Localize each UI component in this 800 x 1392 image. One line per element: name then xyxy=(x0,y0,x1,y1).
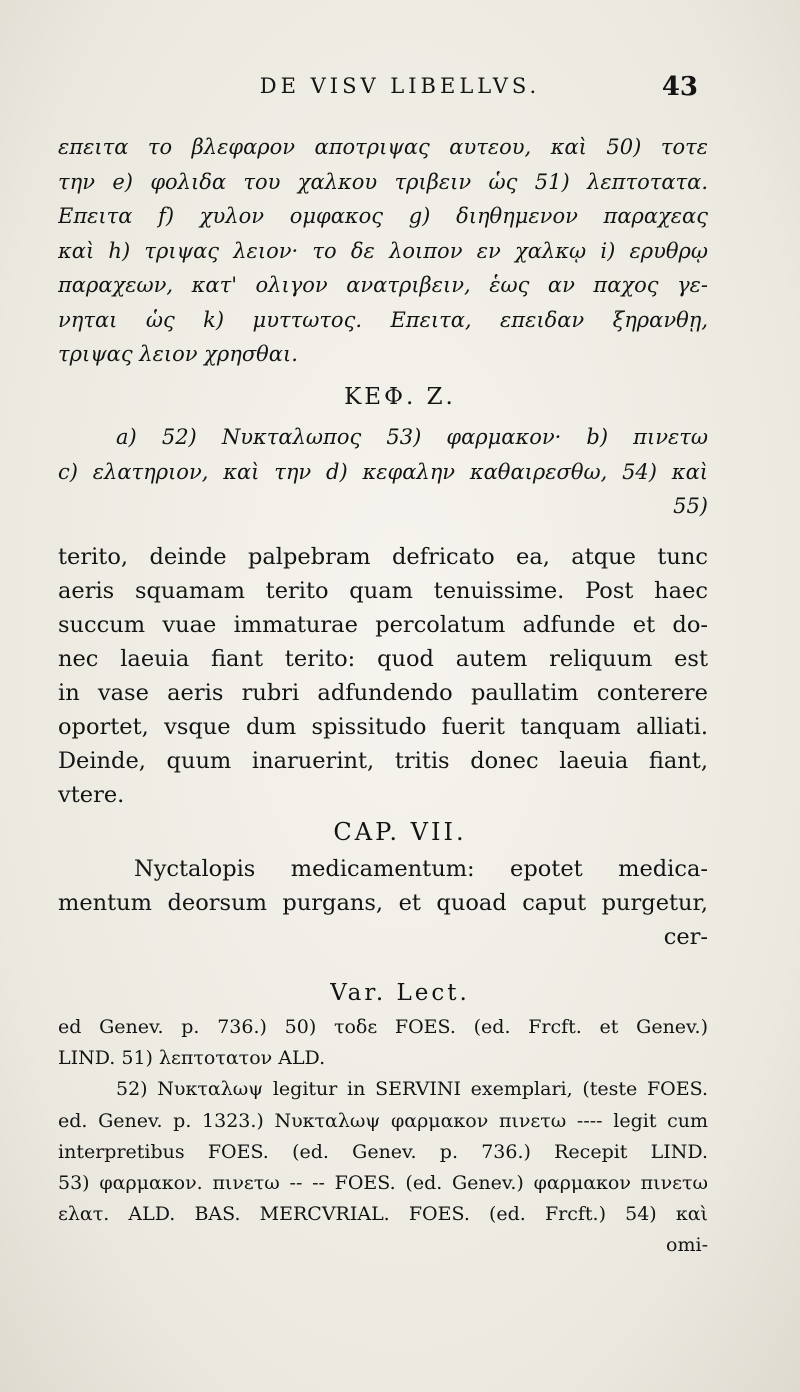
text-line: c) ελατηριον, καὶ την d) κεφαλην καθαιρεσθω, 54) καὶ xyxy=(58,459,708,484)
latin-text-bottom xyxy=(58,852,708,954)
text-line: επειτα το βλεφαρον αποτριψας αυτεου, καὶ 50) τοτε xyxy=(58,135,708,159)
text-line: Nyctalopis medicamentum: epotet medica- xyxy=(134,856,708,882)
note-line: ed. Genev. p. 1323.) Νυκταλωψ φαρμακον πινετω ---- legit cum xyxy=(58,1109,708,1132)
text-line: νηται ὡς k) μυττωτος. Επειτα, επειδαν ξηρανθῃ, xyxy=(58,307,708,332)
text-line: nec laeuia fiant terito: quod autem reliquum est xyxy=(58,646,708,672)
greek-text-top xyxy=(58,130,708,372)
note-line: ed Genev. p. 736.) 50) τοδε FOES. (ed. Frcft. et Genev.) xyxy=(58,1016,708,1038)
text-line: παραχεων, κατ' ολιγον ανατριβειν, ἑως αν παχος γε- xyxy=(58,273,708,297)
text-line: a) 52) Νυκταλωπος 53) φαρμακον· b) πινετω xyxy=(116,425,708,449)
running-header xyxy=(60,68,740,108)
page-number: 43 xyxy=(661,72,698,102)
text-line: καὶ h) τριψας λειον· το δε λοιπον εν χαλκῳ i) ερυθρῳ xyxy=(58,238,708,263)
text-line: oportet, vsque dum spissitudo fuerit tanquam alliati. xyxy=(58,714,708,740)
text-line: Επειτα f) χυλον ομφακος g) διηθημενον παραχεας xyxy=(58,204,708,228)
text-line: τριψας λειον χρησθαι. xyxy=(58,342,298,366)
variant-readings-heading: Var. Lect. xyxy=(330,980,470,1006)
note-line: interpretibus FOES. (ed. Genev. p. 736.) Recepit LIND. xyxy=(58,1140,708,1163)
running-title: DE VISV LIBELLVS. xyxy=(259,74,541,98)
latin-text-top xyxy=(58,540,708,812)
text-line: in vase aeris rubri adfundendo paullatim conterere xyxy=(58,680,708,706)
text-line: mentum deorsum purgans, et quoad caput purgetur, xyxy=(58,890,708,916)
text-line: succum vuae immaturae percolatum adfunde et do- xyxy=(58,612,708,638)
chapter-heading-greek: ΚΕΦ. Ζ. xyxy=(344,384,456,410)
text-line: Deinde, quum inaruerint, tritis donec laeuia fiant, xyxy=(58,748,708,774)
greek-text-bottom xyxy=(58,420,708,524)
text-line: terito, deinde palpebram defricato ea, atque tunc xyxy=(58,544,708,570)
text-line: vtere. xyxy=(58,782,125,808)
catchword: 55) xyxy=(673,494,708,518)
catchword: cer- xyxy=(663,924,708,950)
chapter-heading-latin: CAP. VII. xyxy=(333,818,467,846)
text-line: aeris squamam terito quam tenuissime. Post haec xyxy=(58,578,708,604)
note-line: LIND. 51) λεπτοτατον ALD. xyxy=(58,1047,326,1070)
note-line: 52) Νυκταλωψ legitur in SERVINI exemplari, (teste FOES. xyxy=(116,1078,708,1101)
catchword: omi- xyxy=(666,1234,708,1257)
variant-readings-notes xyxy=(58,1012,708,1262)
text-line: την e) φολιδα του χαλκου τριβειν ὡς 51) λεπτοτατα. xyxy=(58,169,708,194)
note-line: 53) φαρμακον. πινετω -- -- FOES. (ed. Genev.) φαρμακον πινετω xyxy=(58,1172,708,1195)
note-line: ελατ. ALD. BAS. MERCVRIAL. FOES. (ed. Frcft.) 54) καὶ xyxy=(58,1203,708,1226)
